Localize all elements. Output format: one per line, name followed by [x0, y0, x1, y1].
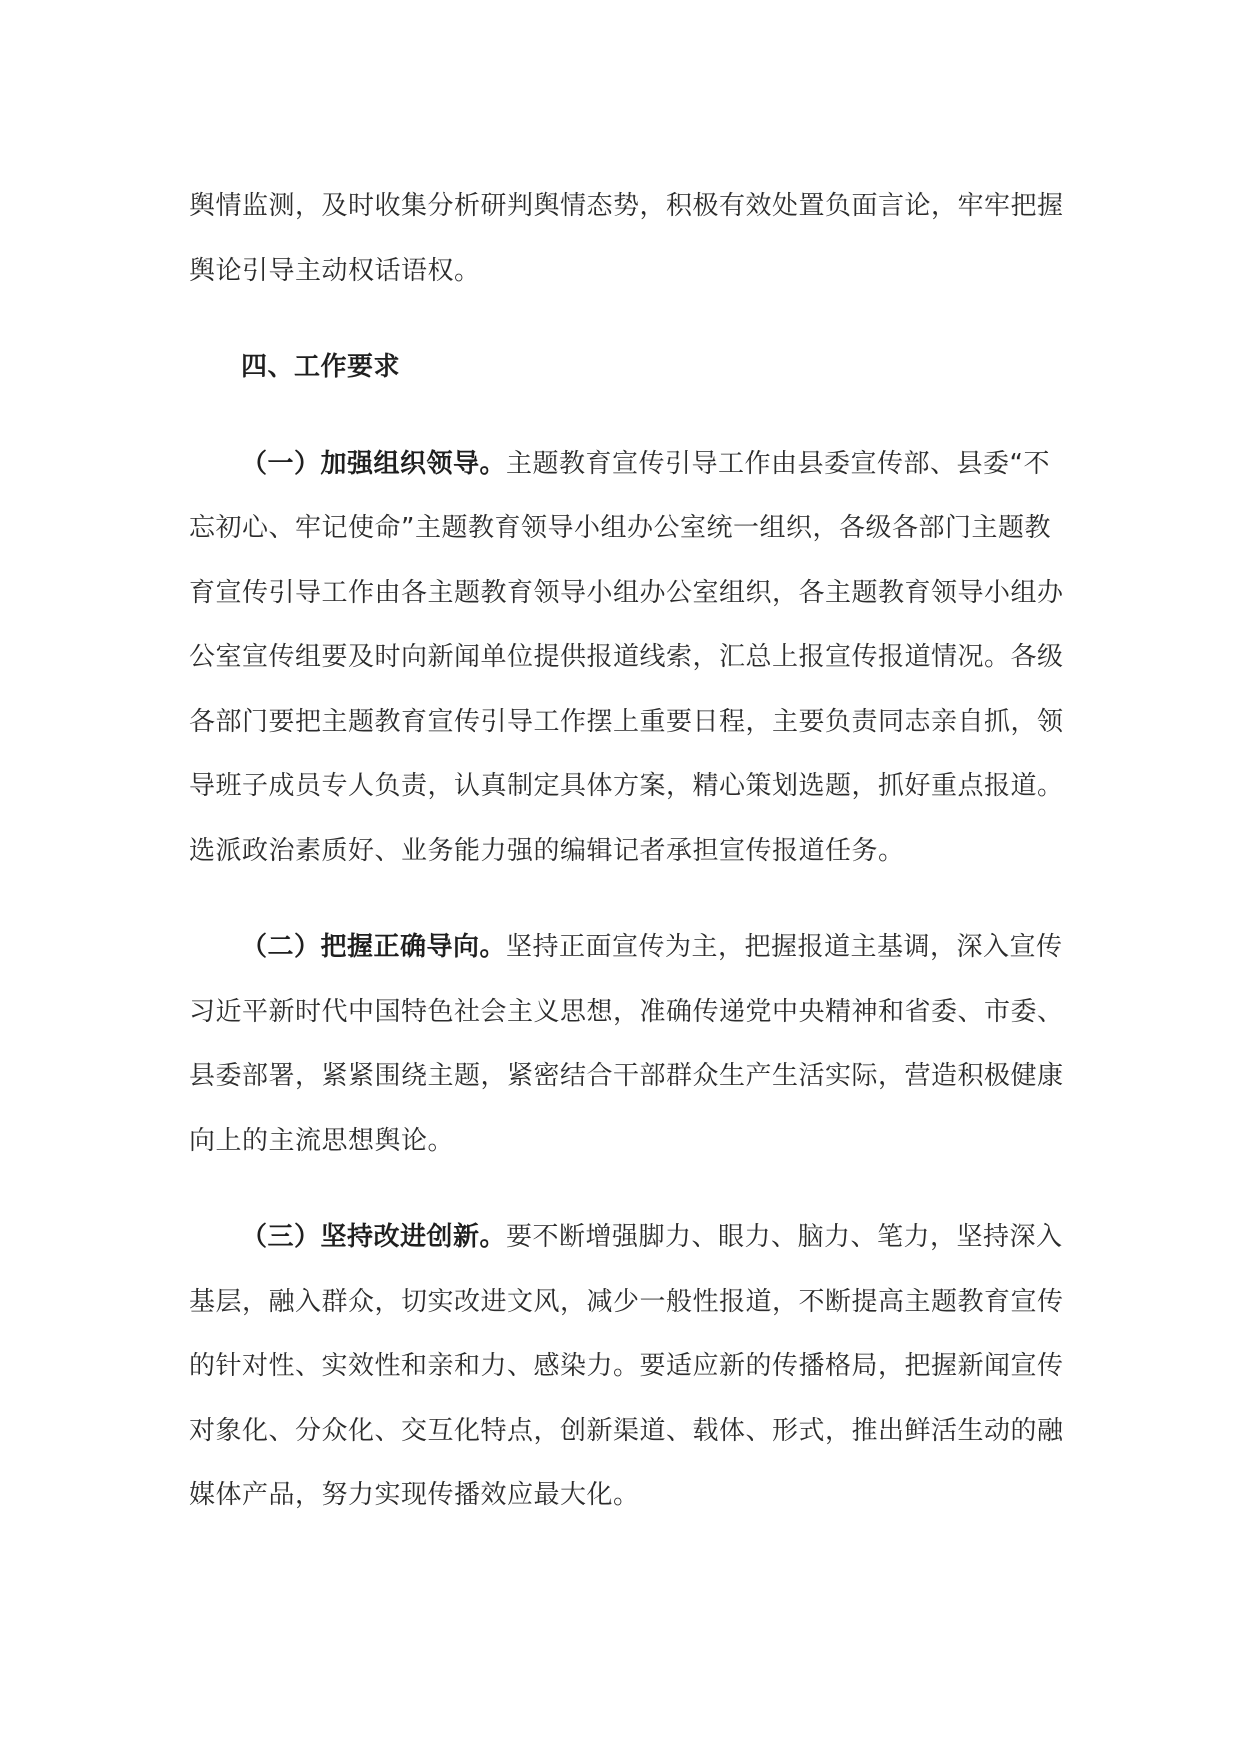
- continued-paragraph: [189, 174, 1069, 303]
- item-body-3: 要不断增强脚力、眼力、脑力、笔力，坚持深入基层，融入群众，切实改进文风，减少一般性报道，不断提高主题教育宣传的针对性、实效性和亲和力、感染力。要适应新的传播格局，把握新闻宣传对象化、分众化、交互化特点，创新渠道、载体、形式，推出鲜活生动的融媒体产品，努力实现传播效应最大化。: [189, 1222, 1064, 1510]
- paragraph-gap: [189, 400, 1069, 432]
- item-paragraph-2: [189, 915, 1069, 1173]
- item-paragraph-1: [189, 432, 1069, 884]
- item-body-1: 主题教育宣传引导工作由县委宣传部、县委“不忘初心、牢记使命”主题教育领导小组办公室统一组织，各级各部门主题教育宣传引导工作由各主题教育领导小组办公室组织，各主题教育领导小组办公室宣传组要及时向新闻单位提供报道线索，汇总上报宣传报道情况。各级各部门要把主题教育宣传引导工作摆上重要日程，主要负责同志亲自抓，领导班子成员专人负责，认真制定具体方案，精心策划选题，抓好重点报道。选派政治素质好、业务能力强的编辑记者承担宣传报道任务。: [189, 448, 1064, 866]
- item-lead-1: （一）加强组织领导。: [241, 448, 507, 479]
- item-body-2: 坚持正面宣传为主，把握报道主基调，深入宣传习近平新时代中国特色社会主义思想，准确传递党中央精神和省委、市委、县委部署，紧紧围绕主题，紧密结合干部群众生产生活实际，营造积极健康向上的主流思想舆论。: [189, 932, 1064, 1156]
- paragraph-gap: [189, 1173, 1069, 1205]
- item-paragraph-3: [189, 1205, 1069, 1528]
- paragraph-gap: [189, 883, 1069, 915]
- paragraph-gap: [189, 303, 1069, 335]
- document-body: [189, 174, 1069, 1528]
- continued-paragraph-text: 舆情监测，及时收集分析研判舆情态势，积极有效处置负面言论，牢牢把握舆论引导主动权话语权。: [189, 191, 1064, 286]
- item-lead-3: （三）坚持改进创新。: [241, 1222, 507, 1252]
- item-lead-2: （二）把握正确导向。: [241, 932, 507, 962]
- section-heading: 四、工作要求: [241, 352, 401, 382]
